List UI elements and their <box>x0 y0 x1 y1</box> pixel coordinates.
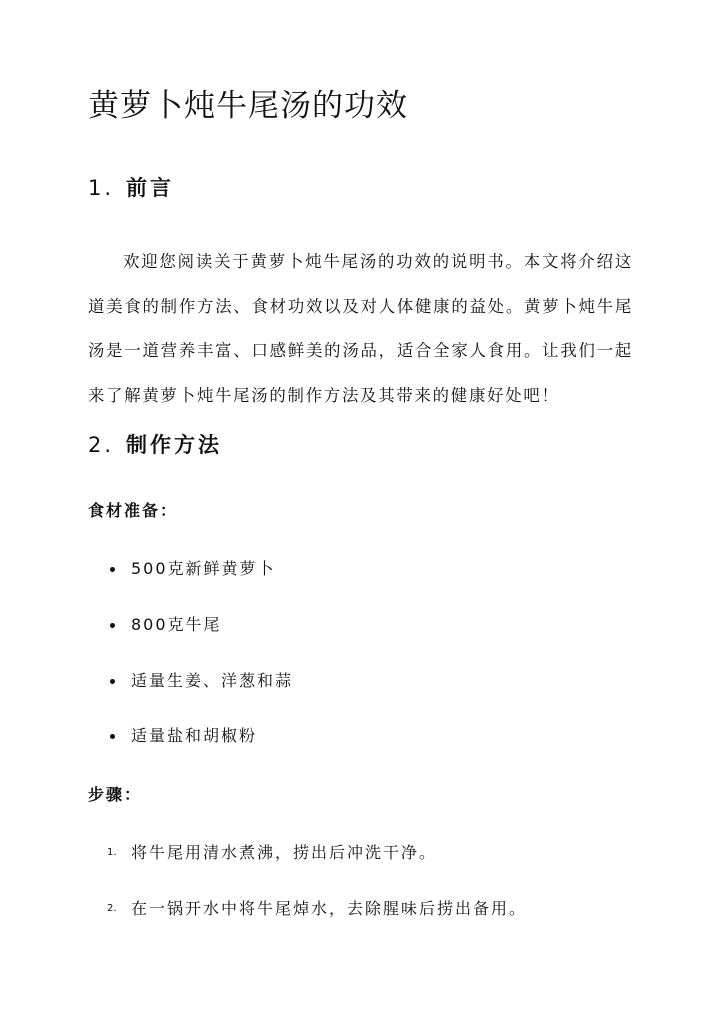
section-title: 前言 <box>126 176 174 200</box>
bullet-icon <box>110 734 115 739</box>
section-number: 1. <box>88 176 115 200</box>
document-title: 黄萝卜炖牛尾汤的功效 <box>88 88 408 124</box>
section-number: 2. <box>88 433 115 457</box>
ingredient-text: 适量盐和胡椒粉 <box>131 726 258 745</box>
steps-heading: 步骤： <box>88 785 143 804</box>
bullet-icon <box>110 679 115 684</box>
ingredient-text: 适量生姜、洋葱和蒜 <box>131 671 294 690</box>
section-heading-method <box>88 430 222 460</box>
step-number: 2. <box>107 903 117 914</box>
ingredients-heading: 食材准备： <box>88 501 179 520</box>
step-text: 在一锅开水中将牛尾焯水，去除腥味后捞出备用。 <box>131 899 528 918</box>
ingredient-text: 800克牛尾 <box>131 615 222 634</box>
preface-paragraph: 欢迎您阅读关于黄萝卜炖牛尾汤的功效的说明书。本文将介绍这道美食的制作方法、食材功效以及对人体健康的益处。黄萝卜炖牛尾汤是一道营养丰富、口感鲜美的汤品，适合全家人食用。让我们一起来了解黄萝卜炖牛尾汤的制作方法及其带来的健康好处吧！ <box>88 252 633 406</box>
section-heading-preface <box>88 173 174 203</box>
step-number: 1. <box>107 847 117 858</box>
step-text: 将牛尾用清水煮沸，捞出后冲洗干净。 <box>131 843 438 862</box>
bullet-icon <box>110 567 115 572</box>
bullet-icon <box>110 623 115 628</box>
section-title: 制作方法 <box>126 433 222 457</box>
ingredient-text: 500克新鲜黄萝卜 <box>131 559 276 578</box>
